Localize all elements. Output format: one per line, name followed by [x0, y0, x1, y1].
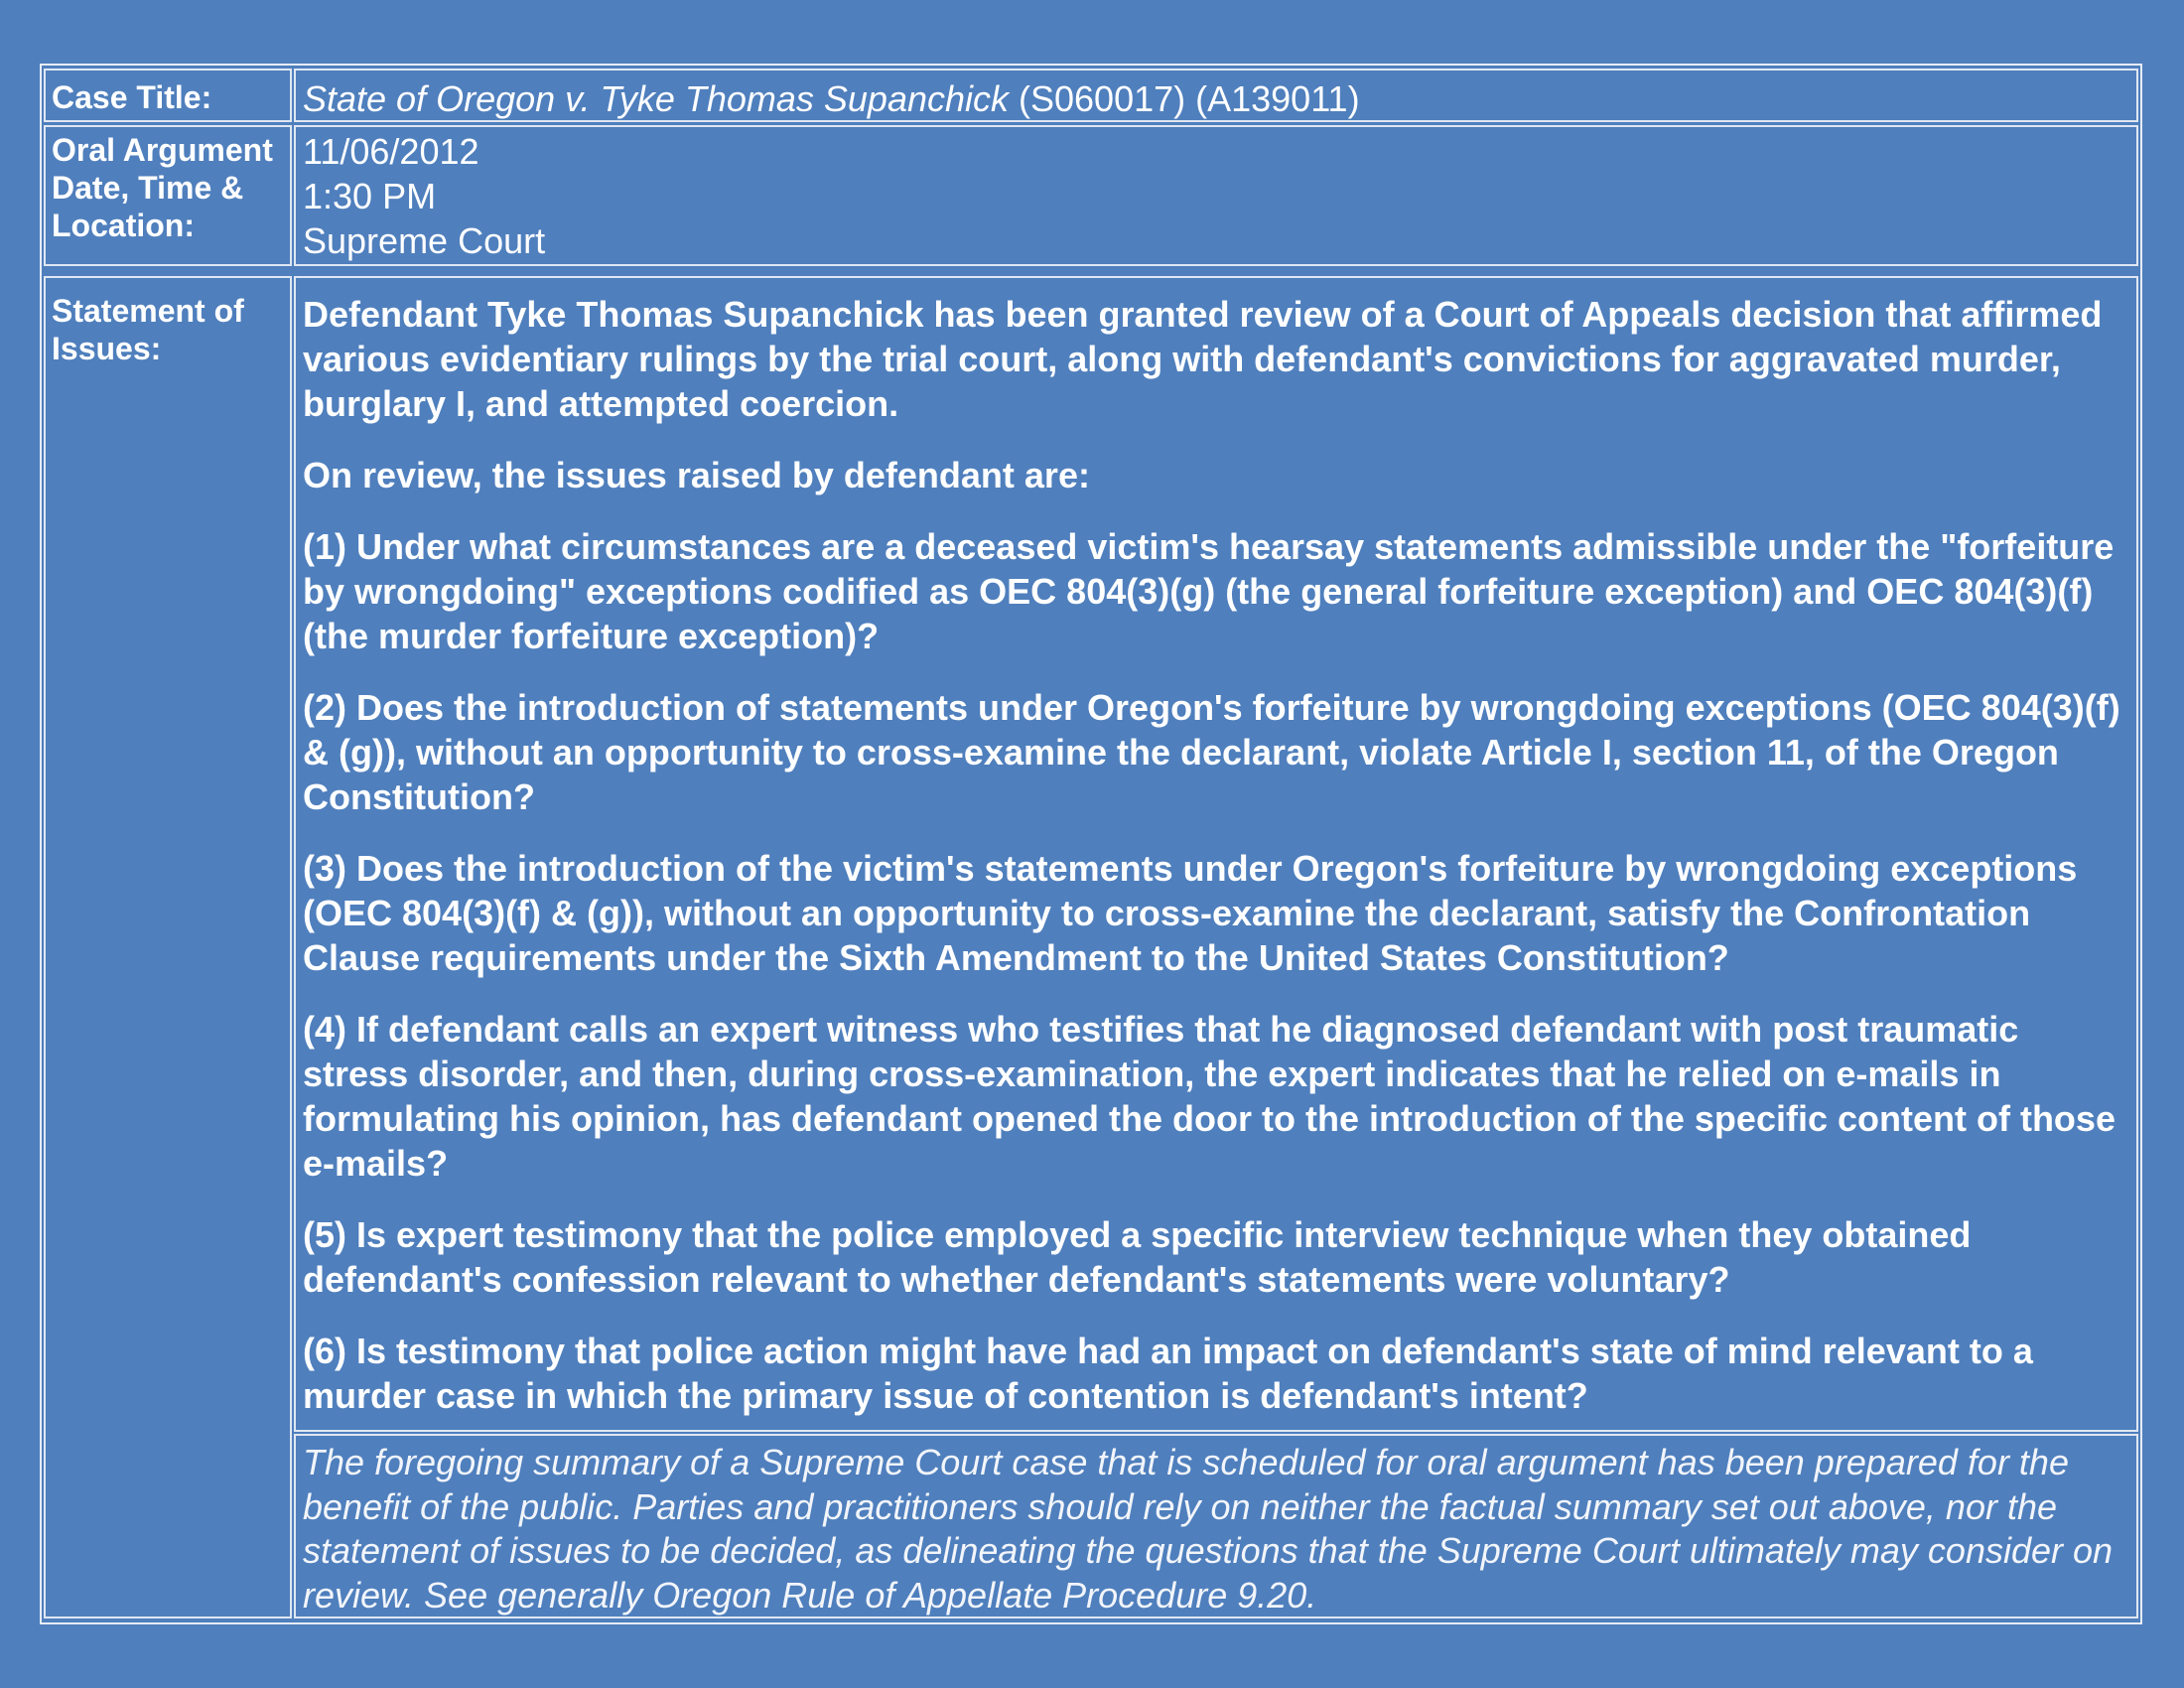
statement-of-issues-label: Statement of Issues:: [52, 293, 244, 366]
oral-argument-label: Oral Argument Date, Time & Location:: [52, 132, 273, 243]
case-title-parties: State of Oregon v. Tyke Thomas Supanchick: [303, 78, 1009, 119]
issue-1-paragraph: (1) Under what circumstances are a deceased victim's hearsay statements admissible under the "forfeiture by wrongdoing" exceptions codified as OEC 804(3)(g) (the general forfeiture exception) and OEC 804(3)(f) (the murder forfeiture exception)?: [303, 526, 2115, 656]
issues-lead-in-paragraph: On review, the issues raised by defendant are:: [303, 455, 1090, 495]
case-title-label: Case Title:: [52, 79, 212, 115]
oral-argument-value-cell: [294, 125, 2138, 266]
statement-of-issues-value-cell: [294, 276, 2138, 1432]
issue-5-paragraph: (5) Is expert testimony that the police employed a specific interview technique when they obtained defendant's confession relevant to whether defendant's statements were voluntary?: [303, 1214, 1972, 1300]
disclaimer-text: The foregoing summary of a Supreme Court case that is scheduled for oral argument has been prepared for the benefit of the public. Parties and practitioners should rely on neither the factual summary set out above, nor the statement of issues to be decided, as delineating the questions that the Supreme Court ultimately may consider on review. See generally Oregon Rule of Appellate Procedure 9.20.: [303, 1442, 2114, 1616]
case-title-label-cell: [44, 69, 292, 122]
issue-3-paragraph: (3) Does the introduction of the victim's statements under Oregon's forfeiture by wrongdoing exceptions (OEC 804(3)(f) & (g)), without an opportunity to cross-examine the declarant, satisfy the Confrontation Clause requirements under the Sixth Amendment to the United States Constitution?: [303, 848, 2078, 978]
oral-argument-label-cell: [44, 125, 292, 266]
issue-2-paragraph: (2) Does the introduction of statements under Oregon's forfeiture by wrongdoing exceptions (OEC 804(3)(f) & (g)), without an opportunity to cross-examine the declarant, violate Article I, section 11, of the Oregon Constitution?: [303, 687, 2120, 817]
argument-date: 11/06/2012: [303, 131, 479, 172]
issue-4-paragraph: (4) If defendant calls an expert witness who testifies that he diagnosed defendant with post traumatic stress disorder, and then, during cross-examination, the expert indicates that he relied on e-mails in formulating his opinion, has defendant opened the door to the introduction of the specific content of those e-mails?: [303, 1009, 2116, 1184]
argument-location: Supreme Court: [303, 220, 546, 261]
statement-of-issues-label-cell: [44, 276, 292, 1618]
issues-intro-paragraph: Defendant Tyke Thomas Supanchick has been granted review of a Court of Appeals decision that affirmed various evidentiary rulings by the trial court, along with defendant's convictions for aggravated murder, burglary I, and attempted coercion.: [303, 294, 2103, 424]
issue-6-paragraph: (6) Is testimony that police action might have had an impact on defendant's state of mind relevant to a murder case in which the primary issue of contention is defendant's intent?: [303, 1331, 2033, 1416]
argument-time: 1:30 PM: [303, 176, 437, 216]
case-title-value-cell: [294, 69, 2138, 122]
disclaimer-cell: [294, 1434, 2138, 1618]
case-title-docket-numbers: (S060017) (A139011): [1009, 78, 1360, 119]
